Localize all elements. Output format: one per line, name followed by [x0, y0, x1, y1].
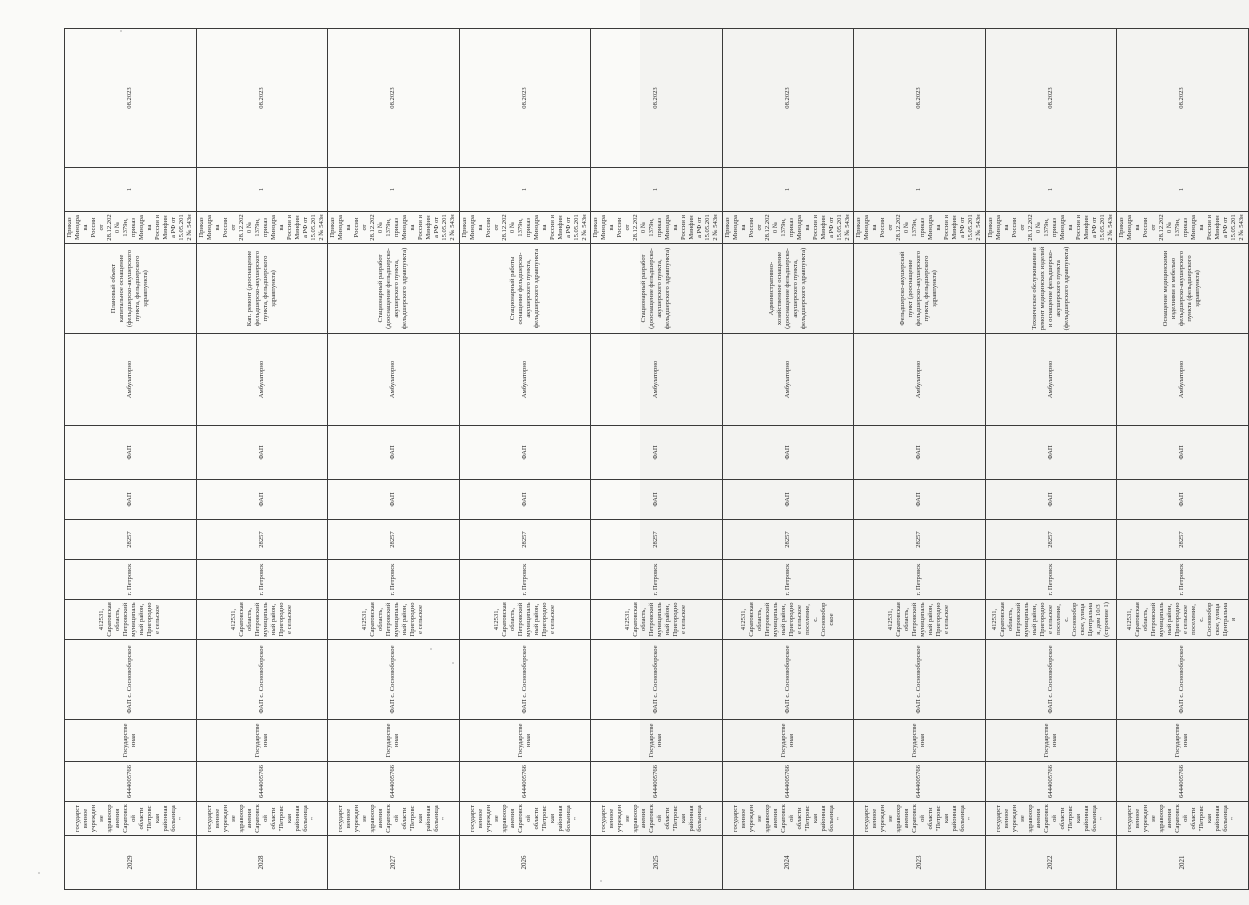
cell-care-form: Амбулаторно: [854, 334, 986, 426]
cell-date: 08.2023: [591, 29, 723, 168]
cell-order: Приказ Минздрава России от 28.12.2020 № 1379н, приказ Минздрава России и Минфина РФ от 15.05.2012 № 543н: [196, 212, 328, 244]
cell-year: 2025: [591, 836, 723, 890]
cell-address: 412531, Саратовская область, Петровский муниципальный район, Пригородное сельское поселение, с. Сосновоборское: [722, 600, 854, 640]
cell-year: 2028: [196, 836, 328, 890]
cell-address: 412531, Саратовская область, Петровский муниципальный район, Пригородное сельское: [328, 600, 460, 640]
cell-type-b: ФАП: [65, 426, 197, 480]
cell-type-a: ФАП: [1117, 480, 1249, 520]
cell-ownership: Государственная: [196, 720, 328, 762]
cell-address: 412531, Саратовская область, Петровский муниципальный район, Пригородное сельское: [65, 600, 197, 640]
cell-address: 412531, Саратовская область, Петровский муниципальный район, Пригородное сельское: [854, 600, 986, 640]
cell-activity: Оснащение медицинскими изделиями и мебелью фельдшерско-акушерского пункта (фельдшерского здравпункта): [1117, 244, 1249, 334]
cell-unit-name: ФАП с. Сосновоборское: [722, 640, 854, 720]
cell-flag: 1: [985, 168, 1117, 212]
cell-care-form: Амбулаторно: [985, 334, 1117, 426]
cell-flag: 1: [65, 168, 197, 212]
cell-settlement: г. Петровск: [1117, 560, 1249, 600]
cell-date: 08.2023: [722, 29, 854, 168]
cell-type-a: ФАП: [65, 480, 197, 520]
cell-year: 2029: [65, 836, 197, 890]
cell-institution: государственное учреждение здравоохранения Саратовской области "Петровская районная больница": [65, 802, 197, 836]
cell-flag: 1: [459, 168, 591, 212]
cell-ownership: Государственная: [459, 720, 591, 762]
cell-code: 28257: [1117, 520, 1249, 560]
cell-institution: государственное учреждение здравоохранения Саратовской области "Петровская районная больница": [328, 802, 460, 836]
cell-inn: 6444005766: [591, 762, 723, 802]
cell-address: 412531, Саратовская область, Петровский муниципальный район, Пригородное сельское: [196, 600, 328, 640]
cell-unit-name: ФАП с. Сосновоборское: [196, 640, 328, 720]
cell-care-form: Амбулаторно: [459, 334, 591, 426]
cell-order: Приказ Минздрава России от 28.12.2020 № 1379н, приказ Минздрава России и Минфина РФ от 15.05.2012 № 543н: [722, 212, 854, 244]
cell-inn: 6444005766: [1117, 762, 1249, 802]
cell-type-b: ФАП: [985, 426, 1117, 480]
cell-settlement: г. Петровск: [459, 560, 591, 600]
cell-activity: Стационарный работы оснащение фельдшерско-акушерского пункта, фельдшерского здравпункта: [459, 244, 591, 334]
table-body: [65, 29, 1249, 890]
table-row: [722, 29, 854, 890]
cell-settlement: г. Петровск: [591, 560, 723, 600]
cell-settlement: г. Петровск: [985, 560, 1117, 600]
cell-activity: Стационарный разработ (дооснащение фельдшерско-акушерского пункта, фельдшерского здравпункта): [591, 244, 723, 334]
cell-order: Приказ Минздрава России от 28.12.2020 № 1379н, приказ Минздрава России и Минфина РФ от 15.05.2012 № 543н: [65, 212, 197, 244]
table-row: [459, 29, 591, 890]
cell-care-form: Амбулаторно: [328, 334, 460, 426]
cell-date: 08.2023: [328, 29, 460, 168]
cell-type-b: ФАП: [196, 426, 328, 480]
cell-care-form: Амбулаторно: [196, 334, 328, 426]
cell-unit-name: ФАП с. Сосновоборское: [459, 640, 591, 720]
table-row: [854, 29, 986, 890]
table-row: [1117, 29, 1249, 890]
cell-settlement: г. Петровск: [65, 560, 197, 600]
cell-ownership: Государственная: [1117, 720, 1249, 762]
cell-unit-name: ФАП с. Сосновоборское: [985, 640, 1117, 720]
cell-year: 2024: [722, 836, 854, 890]
cell-date: 08.2023: [1117, 29, 1249, 168]
cell-code: 28257: [985, 520, 1117, 560]
scan-speck: [38, 872, 40, 874]
cell-institution: государственное учреждение здравоохранения Саратовской области "Петровская районная больница": [854, 802, 986, 836]
cell-order: Приказ Минздрава России от 28.12.2020 № 1379н, приказ Минздрава России и Минфина РФ от 15.05.2012 № 543н: [854, 212, 986, 244]
rotated-table-wrapper: [64, 28, 1246, 890]
cell-inn: 6444005766: [328, 762, 460, 802]
cell-institution: государственное учреждение здравоохранения Саратовской области "Петровская районная больница": [722, 802, 854, 836]
cell-inn: 6444005766: [985, 762, 1117, 802]
cell-type-a: ФАП: [591, 480, 723, 520]
cell-ownership: Государственная: [328, 720, 460, 762]
cell-ownership: Государственная: [591, 720, 723, 762]
facility-table: [64, 28, 1249, 890]
cell-date: 08.2023: [985, 29, 1117, 168]
cell-ownership: Государственная: [65, 720, 197, 762]
cell-flag: 1: [591, 168, 723, 212]
cell-institution: государственное учреждение здравоохранения Саратовской области "Петровская районная больница": [1117, 802, 1249, 836]
cell-activity: Кап. ремонт (дооснащение фельдшерско-акушерского пункта, фельдшерского здравпункта): [196, 244, 328, 334]
cell-code: 28257: [854, 520, 986, 560]
cell-address: 412531, Саратовская область, Петровский муниципальный район, Пригородное сельское: [459, 600, 591, 640]
cell-care-form: Амбулаторно: [1117, 334, 1249, 426]
cell-care-form: Амбулаторно: [722, 334, 854, 426]
cell-code: 28257: [722, 520, 854, 560]
cell-settlement: г. Петровск: [722, 560, 854, 600]
cell-year: 2021: [1117, 836, 1249, 890]
cell-settlement: г. Петровск: [328, 560, 460, 600]
cell-order: Приказ Минздрава России от 28.12.2020 № 1379н, приказ Минздрава России и Минфина РФ от 15.05.2012 № 543н: [985, 212, 1117, 244]
cell-type-b: ФАП: [1117, 426, 1249, 480]
cell-activity: Плановый объект капитальное оснащение (фельдшерско-акушерского пункта, фельдшерского здравпункта): [65, 244, 197, 334]
cell-order: Приказ Минздрава России от 28.12.2020 № 1379н, приказ Минздрава России и Минфина РФ от 15.05.2012 № 543н: [591, 212, 723, 244]
table-row: [591, 29, 723, 890]
cell-activity: Стационарный разработ (дооснащение фельдшерско-акушерского пункта, фельдшерского здравпункта): [328, 244, 460, 334]
cell-order: Приказ Минздрава России от 28.12.2020 № 1379н, приказ Минздрава России и Минфина РФ от 15.05.2012 № 543н: [1117, 212, 1249, 244]
cell-type-b: ФАП: [459, 426, 591, 480]
cell-unit-name: ФАП с. Сосновоборское: [65, 640, 197, 720]
cell-type-a: ФАП: [459, 480, 591, 520]
cell-date: 08.2023: [459, 29, 591, 168]
cell-code: 28257: [591, 520, 723, 560]
cell-type-a: ФАП: [985, 480, 1117, 520]
cell-unit-name: ФАП с. Сосновоборское: [328, 640, 460, 720]
table-row: [196, 29, 328, 890]
cell-date: 08.2023: [854, 29, 986, 168]
cell-institution: государственное учреждение здравоохранения Саратовской области "Петровская районная больница": [459, 802, 591, 836]
cell-settlement: г. Петровск: [196, 560, 328, 600]
cell-inn: 6444005766: [65, 762, 197, 802]
cell-institution: государственное учреждение здравоохранения Саратовской области "Петровская районная больница": [985, 802, 1117, 836]
cell-flag: 1: [328, 168, 460, 212]
cell-care-form: Амбулаторно: [591, 334, 723, 426]
cell-address: 412531, Саратовская область, Петровский муниципальный район, Пригородное сельское поселение, с. Сосновоборское, улица Центральная: [1117, 600, 1249, 640]
cell-flag: 1: [1117, 168, 1249, 212]
cell-code: 28257: [328, 520, 460, 560]
cell-type-b: ФАП: [328, 426, 460, 480]
cell-inn: 6444005766: [854, 762, 986, 802]
cell-date: 08.2023: [196, 29, 328, 168]
cell-type-b: ФАП: [591, 426, 723, 480]
cell-unit-name: ФАП с. Сосновоборское: [591, 640, 723, 720]
cell-unit-name: ФАП с. Сосновоборское: [1117, 640, 1249, 720]
cell-activity: Техническое обслуживание и ремонт медицинских изделий и оснащение фельдшерско-акушерского пункта (фельдшерского здравпункта): [985, 244, 1117, 334]
cell-ownership: Государственная: [722, 720, 854, 762]
cell-type-a: ФАП: [722, 480, 854, 520]
cell-date: 08.2023: [65, 29, 197, 168]
table-row: [985, 29, 1117, 890]
cell-order: Приказ Минздрава России от 28.12.2020 № 1379н, приказ Минздрава России и Минфина РФ от 15.05.2012 № 543н: [459, 212, 591, 244]
cell-address: 412531, Саратовская область, Петровский муниципальный район, Пригородное сельское: [591, 600, 723, 640]
cell-type-b: ФАП: [722, 426, 854, 480]
cell-ownership: Государственная: [985, 720, 1117, 762]
cell-inn: 6444005766: [722, 762, 854, 802]
cell-code: 28257: [196, 520, 328, 560]
cell-inn: 6444005766: [196, 762, 328, 802]
cell-inn: 6444005766: [459, 762, 591, 802]
table-row: [65, 29, 197, 890]
cell-flag: 1: [722, 168, 854, 212]
cell-institution: государственное учреждение здравоохранения Саратовской области "Петровская районная больница": [196, 802, 328, 836]
cell-institution: государственное учреждение здравоохранения Саратовской области "Петровская районная больница": [591, 802, 723, 836]
cell-ownership: Государственная: [854, 720, 986, 762]
cell-year: 2026: [459, 836, 591, 890]
cell-care-form: Амбулаторно: [65, 334, 197, 426]
cell-code: 28257: [459, 520, 591, 560]
cell-activity: Административно-хозяйственное оснащение (дооснащение фельдшерско-акушерского пункта, фельдшерского здравпункта): [722, 244, 854, 334]
cell-order: Приказ Минздрава России от 28.12.2020 № 1379н, приказ Минздрава России и Минфина РФ от 15.05.2012 № 543н: [328, 212, 460, 244]
cell-activity: Фельдшерско-акушерский пункт (дооснащение фельдшерско-акушерского пункта, фельдшерского здравпункта): [854, 244, 986, 334]
cell-type-a: ФАП: [854, 480, 986, 520]
cell-year: 2022: [985, 836, 1117, 890]
cell-address: 412531, Саратовская область, Петровский муниципальный район, Пригородное сельское поселение, с. Сосновоборское, улица Центральная, дом 10/3 (строение 1): [985, 600, 1117, 640]
table-row: [328, 29, 460, 890]
cell-year: 2027: [328, 836, 460, 890]
cell-year: 2023: [854, 836, 986, 890]
cell-settlement: г. Петровск: [854, 560, 986, 600]
cell-flag: 1: [196, 168, 328, 212]
cell-type-a: ФАП: [196, 480, 328, 520]
cell-flag: 1: [854, 168, 986, 212]
cell-code: 28257: [65, 520, 197, 560]
cell-type-b: ФАП: [854, 426, 986, 480]
cell-unit-name: ФАП с. Сосновоборское: [854, 640, 986, 720]
cell-type-a: ФАП: [328, 480, 460, 520]
